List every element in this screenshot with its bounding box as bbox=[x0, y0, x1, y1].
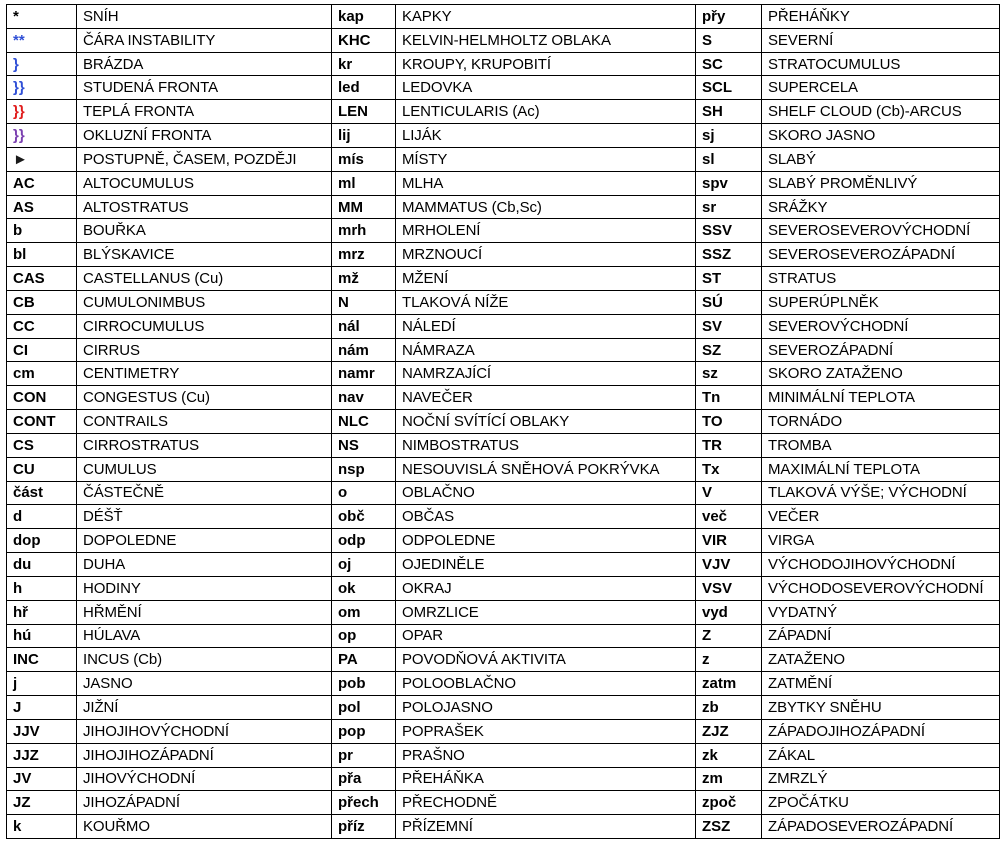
description-cell: OPAR bbox=[396, 624, 696, 648]
abbreviation-cell: AC bbox=[7, 171, 77, 195]
description-cell: PŘEHÁŇKA bbox=[396, 767, 696, 791]
description-cell: JIHOVÝCHODNÍ bbox=[77, 767, 332, 791]
description-cell: NAVEČER bbox=[396, 386, 696, 410]
table-row bbox=[7, 219, 1000, 243]
abbreviation-cell: zpoč bbox=[696, 791, 762, 815]
description-cell: STRATOCUMULUS bbox=[762, 52, 1000, 76]
description-cell: CIRRUS bbox=[77, 338, 332, 362]
description-cell: VÝCHODOJIHOVÝCHODNÍ bbox=[762, 553, 1000, 577]
table-row bbox=[7, 124, 1000, 148]
description-cell: KELVIN-HELMHOLTZ OBLAKA bbox=[396, 28, 696, 52]
description-cell: JIHOJIHOZÁPADNÍ bbox=[77, 743, 332, 767]
description-cell: HODINY bbox=[77, 576, 332, 600]
abbreviation-cell: přech bbox=[332, 791, 396, 815]
description-cell: SUPERÚPLNĚK bbox=[762, 290, 1000, 314]
table-row bbox=[7, 76, 1000, 100]
abbreviation-cell: du bbox=[7, 553, 77, 577]
description-cell: TEPLÁ FRONTA bbox=[77, 100, 332, 124]
description-cell: KOUŘMO bbox=[77, 815, 332, 839]
description-cell: HÚLAVA bbox=[77, 624, 332, 648]
description-cell: NAMRZAJÍCÍ bbox=[396, 362, 696, 386]
abbreviation-cell: ok bbox=[332, 576, 396, 600]
description-cell: TROMBA bbox=[762, 433, 1000, 457]
abbreviation-cell: Z bbox=[696, 624, 762, 648]
abbreviation-cell: CON bbox=[7, 386, 77, 410]
table-row bbox=[7, 457, 1000, 481]
description-cell: ALTOSTRATUS bbox=[77, 195, 332, 219]
description-cell: VYDATNÝ bbox=[762, 600, 1000, 624]
abbreviation-cell: pob bbox=[332, 672, 396, 696]
table-row bbox=[7, 529, 1000, 553]
description-cell: ODPOLEDNE bbox=[396, 529, 696, 553]
abbreviation-cell: dop bbox=[7, 529, 77, 553]
abbreviation-cell: }} bbox=[7, 76, 77, 100]
table-row bbox=[7, 290, 1000, 314]
description-cell: NÁMRAZA bbox=[396, 338, 696, 362]
description-cell: LEDOVKA bbox=[396, 76, 696, 100]
abbreviation-cell: cm bbox=[7, 362, 77, 386]
description-cell: MÍSTY bbox=[396, 147, 696, 171]
description-cell: STRATUS bbox=[762, 267, 1000, 291]
description-cell: VIRGA bbox=[762, 529, 1000, 553]
description-cell: STUDENÁ FRONTA bbox=[77, 76, 332, 100]
description-cell: SKORO ZATAŽENO bbox=[762, 362, 1000, 386]
abbreviation-cell: JJZ bbox=[7, 743, 77, 767]
abbreviation-cell: kr bbox=[332, 52, 396, 76]
abbreviation-cell: VJV bbox=[696, 553, 762, 577]
abbreviation-cell: kap bbox=[332, 5, 396, 29]
description-cell: BRÁZDA bbox=[77, 52, 332, 76]
description-cell: LENTICULARIS (Ac) bbox=[396, 100, 696, 124]
abbreviation-cell: KHC bbox=[332, 28, 396, 52]
description-cell: TLAKOVÁ VÝŠE; VÝCHODNÍ bbox=[762, 481, 1000, 505]
abbreviation-cell: V bbox=[696, 481, 762, 505]
abbreviation-cell: Tn bbox=[696, 386, 762, 410]
abbreviation-cell: CS bbox=[7, 433, 77, 457]
description-cell: MRZNOUCÍ bbox=[396, 243, 696, 267]
abbreviation-cell: * bbox=[7, 5, 77, 29]
description-cell: CIRROCUMULUS bbox=[77, 314, 332, 338]
description-cell: ČÁRA INSTABILITY bbox=[77, 28, 332, 52]
abbreviation-cell: mrh bbox=[332, 219, 396, 243]
description-cell: ZATMĚNÍ bbox=[762, 672, 1000, 696]
abbreviation-cell: mž bbox=[332, 267, 396, 291]
description-cell: CUMULONIMBUS bbox=[77, 290, 332, 314]
description-cell: DÉŠŤ bbox=[77, 505, 332, 529]
abbreviation-cell: odp bbox=[332, 529, 396, 553]
abbreviation-cell: přa bbox=[332, 767, 396, 791]
description-cell: TLAKOVÁ NÍŽE bbox=[396, 290, 696, 314]
table-row bbox=[7, 52, 1000, 76]
abbreviation-cell: sr bbox=[696, 195, 762, 219]
description-cell: CASTELLANUS (Cu) bbox=[77, 267, 332, 291]
table-row bbox=[7, 481, 1000, 505]
abbreviation-table-body bbox=[7, 5, 1000, 839]
abbreviation-cell: } bbox=[7, 52, 77, 76]
table-row bbox=[7, 195, 1000, 219]
abbreviation-cell: NS bbox=[332, 433, 396, 457]
description-cell: POLOOBLAČNO bbox=[396, 672, 696, 696]
description-cell: CUMULUS bbox=[77, 457, 332, 481]
description-cell: PŘÍZEMNÍ bbox=[396, 815, 696, 839]
abbreviation-cell: AS bbox=[7, 195, 77, 219]
description-cell: DUHA bbox=[77, 553, 332, 577]
description-cell: NIMBOSTRATUS bbox=[396, 433, 696, 457]
description-cell: ALTOCUMULUS bbox=[77, 171, 332, 195]
description-cell: POLOJASNO bbox=[396, 696, 696, 720]
table-row bbox=[7, 267, 1000, 291]
description-cell: SEVERNÍ bbox=[762, 28, 1000, 52]
description-cell: ZÁKAL bbox=[762, 743, 1000, 767]
abbreviation-cell: NLC bbox=[332, 410, 396, 434]
abbreviation-cell: pr bbox=[332, 743, 396, 767]
abbreviation-cell: h bbox=[7, 576, 77, 600]
abbreviation-cell: CB bbox=[7, 290, 77, 314]
description-cell: ZBYTKY SNĚHU bbox=[762, 696, 1000, 720]
abbreviation-cell: zm bbox=[696, 767, 762, 791]
abbreviation-cell: část bbox=[7, 481, 77, 505]
description-cell: LIJÁK bbox=[396, 124, 696, 148]
abbreviation-cell: příz bbox=[332, 815, 396, 839]
description-cell: JIHOZÁPADNÍ bbox=[77, 791, 332, 815]
abbreviation-cell: TR bbox=[696, 433, 762, 457]
abbreviation-cell: sl bbox=[696, 147, 762, 171]
description-cell: OBLAČNO bbox=[396, 481, 696, 505]
abbreviation-cell: JV bbox=[7, 767, 77, 791]
description-cell: POSTUPNĚ, ČASEM, POZDĚJI bbox=[77, 147, 332, 171]
table-row bbox=[7, 624, 1000, 648]
abbreviation-cell: ST bbox=[696, 267, 762, 291]
table-row bbox=[7, 171, 1000, 195]
abbreviation-cell: SZ bbox=[696, 338, 762, 362]
description-cell: OBČAS bbox=[396, 505, 696, 529]
abbreviation-cell: ** bbox=[7, 28, 77, 52]
abbreviation-cell: S bbox=[696, 28, 762, 52]
description-cell: KROUPY, KRUPOBITÍ bbox=[396, 52, 696, 76]
description-cell: MŽENÍ bbox=[396, 267, 696, 291]
description-cell: VEČER bbox=[762, 505, 1000, 529]
abbreviation-cell: }} bbox=[7, 124, 77, 148]
description-cell: DOPOLEDNE bbox=[77, 529, 332, 553]
abbreviation-cell: sj bbox=[696, 124, 762, 148]
abbreviation-cell: SH bbox=[696, 100, 762, 124]
description-cell: VÝCHODOSEVEROVÝCHODNÍ bbox=[762, 576, 1000, 600]
description-cell: JIŽNÍ bbox=[77, 696, 332, 720]
description-cell: SLABÝ PROMĚNLIVÝ bbox=[762, 171, 1000, 195]
abbreviation-cell: CI bbox=[7, 338, 77, 362]
abbreviation-cell: J bbox=[7, 696, 77, 720]
abbreviation-cell: bl bbox=[7, 243, 77, 267]
abbreviation-cell: več bbox=[696, 505, 762, 529]
abbreviation-cell: MM bbox=[332, 195, 396, 219]
abbreviation-cell: VSV bbox=[696, 576, 762, 600]
abbreviation-cell: zb bbox=[696, 696, 762, 720]
abbreviation-cell: CC bbox=[7, 314, 77, 338]
abbreviation-cell: nál bbox=[332, 314, 396, 338]
abbreviation-cell: o bbox=[332, 481, 396, 505]
table-row bbox=[7, 719, 1000, 743]
abbreviation-cell: PA bbox=[332, 648, 396, 672]
description-cell: ZMRZLÝ bbox=[762, 767, 1000, 791]
description-cell: MINIMÁLNÍ TEPLOTA bbox=[762, 386, 1000, 410]
abbreviation-cell: nám bbox=[332, 338, 396, 362]
table-row bbox=[7, 553, 1000, 577]
description-cell: POPRAŠEK bbox=[396, 719, 696, 743]
description-cell: NÁLEDÍ bbox=[396, 314, 696, 338]
description-cell: SNÍH bbox=[77, 5, 332, 29]
abbreviation-cell: z bbox=[696, 648, 762, 672]
description-cell: ZÁPADOSEVEROZÁPADNÍ bbox=[762, 815, 1000, 839]
description-cell: KAPKY bbox=[396, 5, 696, 29]
description-cell: SEVEROSEVEROVÝCHODNÍ bbox=[762, 219, 1000, 243]
table-row bbox=[7, 791, 1000, 815]
abbreviation-cell: CAS bbox=[7, 267, 77, 291]
description-cell: SLABÝ bbox=[762, 147, 1000, 171]
description-cell: ZÁPADOJIHOZÁPADNÍ bbox=[762, 719, 1000, 743]
table-row bbox=[7, 672, 1000, 696]
description-cell: PŘEHÁŇKY bbox=[762, 5, 1000, 29]
abbreviation-cell: }} bbox=[7, 100, 77, 124]
description-cell: JIHOJIHOVÝCHODNÍ bbox=[77, 719, 332, 743]
table-row bbox=[7, 433, 1000, 457]
description-cell: MAMMATUS (Cb,Sc) bbox=[396, 195, 696, 219]
table-row bbox=[7, 314, 1000, 338]
description-cell: CENTIMETRY bbox=[77, 362, 332, 386]
description-cell: SKORO JASNO bbox=[762, 124, 1000, 148]
description-cell: SUPERCELA bbox=[762, 76, 1000, 100]
table-row bbox=[7, 767, 1000, 791]
table-row bbox=[7, 815, 1000, 839]
abbreviation-cell: pop bbox=[332, 719, 396, 743]
description-cell: HŘMĚNÍ bbox=[77, 600, 332, 624]
abbreviation-cell: ZSZ bbox=[696, 815, 762, 839]
abbreviation-cell: hú bbox=[7, 624, 77, 648]
description-cell: INCUS (Cb) bbox=[77, 648, 332, 672]
description-cell: SHELF CLOUD (Cb)-ARCUS bbox=[762, 100, 1000, 124]
description-cell: ČÁSTEČNĚ bbox=[77, 481, 332, 505]
abbreviation-cell: nav bbox=[332, 386, 396, 410]
abbreviation-cell: op bbox=[332, 624, 396, 648]
description-cell: MAXIMÁLNÍ TEPLOTA bbox=[762, 457, 1000, 481]
abbreviation-cell: k bbox=[7, 815, 77, 839]
table-row bbox=[7, 576, 1000, 600]
table-row bbox=[7, 386, 1000, 410]
description-cell: OKRAJ bbox=[396, 576, 696, 600]
table-row bbox=[7, 147, 1000, 171]
abbreviation-cell: SSV bbox=[696, 219, 762, 243]
abbreviation-cell: mrz bbox=[332, 243, 396, 267]
abbreviation-cell: ZJZ bbox=[696, 719, 762, 743]
description-cell: CONGESTUS (Cu) bbox=[77, 386, 332, 410]
description-cell: SEVEROZÁPADNÍ bbox=[762, 338, 1000, 362]
description-cell: SRÁŽKY bbox=[762, 195, 1000, 219]
abbreviation-cell: JJV bbox=[7, 719, 77, 743]
description-cell: SEVEROVÝCHODNÍ bbox=[762, 314, 1000, 338]
abbreviation-cell: nsp bbox=[332, 457, 396, 481]
abbreviation-cell: led bbox=[332, 76, 396, 100]
abbreviation-cell: INC bbox=[7, 648, 77, 672]
abbreviation-cell: oj bbox=[332, 553, 396, 577]
description-cell: POVODŇOVÁ AKTIVITA bbox=[396, 648, 696, 672]
abbreviation-cell: SC bbox=[696, 52, 762, 76]
table-row bbox=[7, 648, 1000, 672]
description-cell: MLHA bbox=[396, 171, 696, 195]
abbreviation-cell: lij bbox=[332, 124, 396, 148]
description-cell: NOČNÍ SVÍTÍCÍ OBLAKY bbox=[396, 410, 696, 434]
abbreviation-cell: j bbox=[7, 672, 77, 696]
table-row bbox=[7, 338, 1000, 362]
abbreviation-cell: mís bbox=[332, 147, 396, 171]
table-row bbox=[7, 5, 1000, 29]
abbreviation-cell: zatm bbox=[696, 672, 762, 696]
description-cell: ZPOČÁTKU bbox=[762, 791, 1000, 815]
abbreviation-cell: ml bbox=[332, 171, 396, 195]
table-row bbox=[7, 600, 1000, 624]
abbreviation-cell: hř bbox=[7, 600, 77, 624]
description-cell: BOUŘKA bbox=[77, 219, 332, 243]
abbreviation-cell: přy bbox=[696, 5, 762, 29]
table-row bbox=[7, 410, 1000, 434]
abbreviation-cell: d bbox=[7, 505, 77, 529]
abbreviation-cell: Tx bbox=[696, 457, 762, 481]
description-cell: ZÁPADNÍ bbox=[762, 624, 1000, 648]
abbreviation-cell: CONT bbox=[7, 410, 77, 434]
abbreviation-cell: ► bbox=[7, 147, 77, 171]
abbreviation-cell: obč bbox=[332, 505, 396, 529]
abbreviation-cell: pol bbox=[332, 696, 396, 720]
table-row bbox=[7, 743, 1000, 767]
description-cell: PŘECHODNĚ bbox=[396, 791, 696, 815]
description-cell: OJEDINĚLE bbox=[396, 553, 696, 577]
abbreviation-cell: om bbox=[332, 600, 396, 624]
description-cell: ZATAŽENO bbox=[762, 648, 1000, 672]
abbreviation-cell: SSZ bbox=[696, 243, 762, 267]
description-cell: CONTRAILS bbox=[77, 410, 332, 434]
abbreviation-cell: CU bbox=[7, 457, 77, 481]
abbreviation-cell: SÚ bbox=[696, 290, 762, 314]
description-cell: TORNÁDO bbox=[762, 410, 1000, 434]
table-row bbox=[7, 696, 1000, 720]
abbreviation-cell: JZ bbox=[7, 791, 77, 815]
abbreviation-cell: sz bbox=[696, 362, 762, 386]
description-cell: SEVEROSEVEROZÁPADNÍ bbox=[762, 243, 1000, 267]
abbreviation-cell: TO bbox=[696, 410, 762, 434]
description-cell: PRAŠNO bbox=[396, 743, 696, 767]
table-row bbox=[7, 362, 1000, 386]
table-row bbox=[7, 505, 1000, 529]
table-row bbox=[7, 100, 1000, 124]
abbreviation-cell: SV bbox=[696, 314, 762, 338]
description-cell: MRHOLENÍ bbox=[396, 219, 696, 243]
abbreviation-cell: spv bbox=[696, 171, 762, 195]
table-row bbox=[7, 243, 1000, 267]
abbreviation-cell: VIR bbox=[696, 529, 762, 553]
abbreviation-cell: b bbox=[7, 219, 77, 243]
description-cell: NESOUVISLÁ SNĚHOVÁ POKRÝVKA bbox=[396, 457, 696, 481]
abbreviation-cell: LEN bbox=[332, 100, 396, 124]
abbreviation-table bbox=[6, 4, 1000, 839]
abbreviation-cell: SCL bbox=[696, 76, 762, 100]
description-cell: JASNO bbox=[77, 672, 332, 696]
description-cell: CIRROSTRATUS bbox=[77, 433, 332, 457]
description-cell: BLÝSKAVICE bbox=[77, 243, 332, 267]
description-cell: OKLUZNÍ FRONTA bbox=[77, 124, 332, 148]
abbreviation-cell: N bbox=[332, 290, 396, 314]
abbreviation-cell: namr bbox=[332, 362, 396, 386]
table-row bbox=[7, 28, 1000, 52]
description-cell: OMRZLICE bbox=[396, 600, 696, 624]
abbreviation-cell: zk bbox=[696, 743, 762, 767]
abbreviation-cell: vyd bbox=[696, 600, 762, 624]
